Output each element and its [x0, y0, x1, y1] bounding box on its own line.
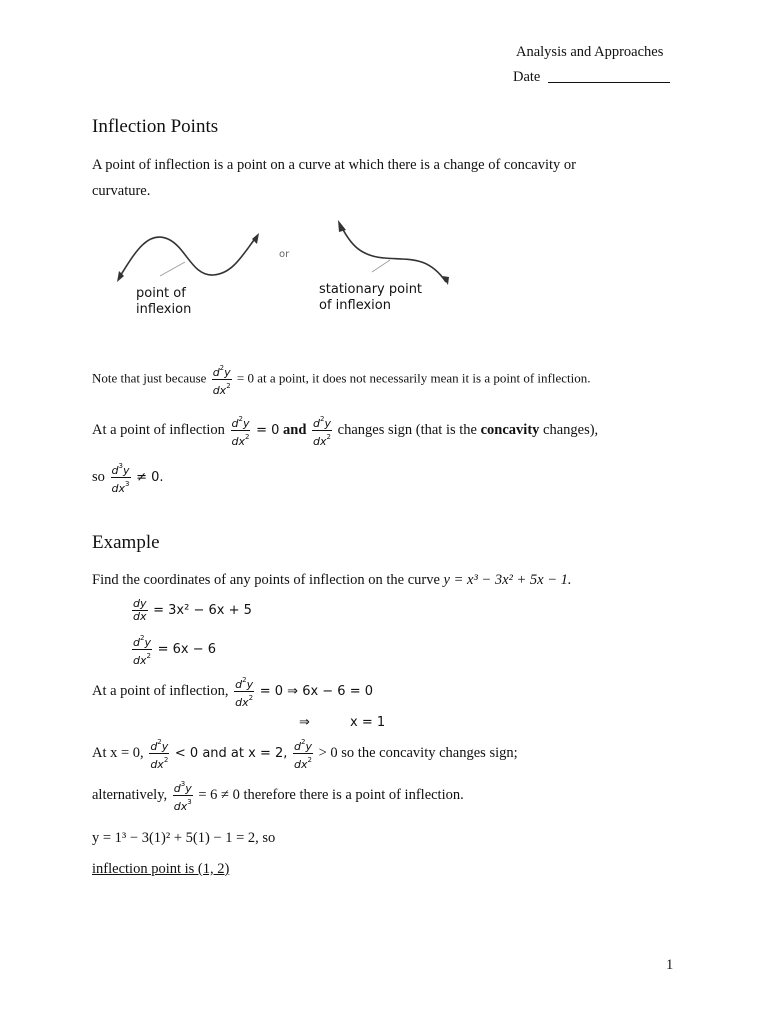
condition-and: and: [283, 421, 307, 438]
page-number: 1: [666, 957, 674, 973]
condition-tail: changes sign (that is the: [337, 421, 477, 438]
final-answer: inflection point is (1, 2): [92, 861, 230, 877]
alternative-line: [92, 778, 464, 813]
sign-prefix: At x = 0,: [92, 744, 144, 761]
problem-prefix: Find the coordinates of any points of inflection on the curve: [92, 572, 440, 588]
so-suffix: ≠ 0.: [136, 469, 164, 485]
label-stationary-point: [319, 282, 422, 314]
note-prefix: Note that just because: [92, 370, 207, 386]
second-derivative-fraction: $\frac{d^2y}{dx^2}$: [313, 415, 332, 448]
so-prefix: so: [92, 468, 105, 485]
third-derivative-line: [92, 460, 164, 495]
condition-end: changes),: [543, 421, 599, 438]
curve-stationary-inflexion: [340, 224, 446, 282]
second-derivative-result: = 6x − 6: [157, 641, 217, 657]
condition-prefix: At a point of inflection: [92, 421, 225, 438]
second-derivative-line: [130, 632, 216, 667]
course-title: Analysis and Approaches: [516, 44, 664, 60]
pointer-line-right: [372, 260, 390, 272]
section-title-example: Example: [92, 532, 160, 553]
step1-result: = 0 ⇒ 6x − 6 = 0: [259, 683, 374, 699]
second-derivative-fraction: $\frac{d^2y}{dx^2}$: [235, 676, 254, 709]
alt-tail: = 6 ≠ 0 therefore there is a point of inflection.: [198, 786, 464, 803]
note-line: [92, 362, 590, 397]
concavity-bold: concavity: [480, 421, 540, 438]
second-derivative-fraction: $\frac{d^2y}{dx^2}$: [212, 364, 231, 397]
problem-statement: [92, 572, 572, 589]
first-derivative-line: [130, 598, 252, 623]
inflection-figure: [0, 0, 768, 330]
definition-line-1: A point of inflection is a point on a curve at which there is a change of concavity or: [92, 157, 576, 173]
alt-prefix: alternatively,: [92, 786, 168, 803]
date-label: Date: [513, 69, 541, 85]
figure-or-label: or: [279, 249, 290, 260]
definition-line-2: curvature.: [92, 183, 151, 199]
y-calculation: y = 1³ − 3(1)² + 5(1) − 1 = 2, so: [92, 830, 276, 846]
label-line: stationary point: [319, 282, 423, 297]
second-derivative-fraction: $\frac{d^2y}{dx^2}$: [294, 738, 312, 771]
curve-arrow-left-2: [338, 220, 346, 232]
dy-dx-fraction: $\frac{dy}{dx}$: [133, 597, 147, 623]
first-derivative-result: = 3x² − 6x + 5: [153, 602, 252, 618]
step1-line: [92, 674, 373, 709]
second-derivative-fraction: $\frac{d^2y}{dx^2}$: [150, 738, 169, 771]
third-derivative-fraction: $\frac{d^3y}{dx^3}$: [173, 780, 192, 813]
condition-line: [92, 413, 598, 448]
sign-mid: < 0 and at x = 2,: [174, 745, 288, 761]
curve-arrow-right-2: [442, 276, 449, 285]
label-line: inflexion: [136, 302, 192, 317]
condition-equals-zero: = 0: [256, 422, 280, 438]
note-suffix: = 0 at a point, it does not necessarily mean it is a point of inflection.: [236, 370, 591, 386]
second-derivative-fraction: $\frac{d^2y}{dx^2}$: [133, 634, 151, 667]
x-equals-one: x = 1: [350, 715, 386, 730]
section-title-inflection-points: Inflection Points: [92, 116, 219, 137]
implies-arrow: ⇒: [299, 715, 310, 730]
sign-tail: > 0 so the concavity changes sign;: [318, 744, 518, 761]
second-derivative-fraction: $\frac{d^2y}{dx^2}$: [231, 415, 250, 448]
sign-check-line: [92, 736, 518, 771]
step1-prefix: At a point of inflection,: [92, 682, 229, 699]
label-point-of-inflexion: [136, 286, 191, 318]
label-line: point of: [136, 286, 186, 301]
third-derivative-fraction: $\frac{d^3y}{dx^3}$: [111, 462, 130, 495]
label-line: of inflexion: [319, 298, 391, 313]
problem-equation: y = x³ − 3x² + 5x − 1.: [443, 572, 572, 588]
pointer-line-left: [160, 262, 185, 276]
curve-point-of-inflexion: [119, 236, 257, 278]
